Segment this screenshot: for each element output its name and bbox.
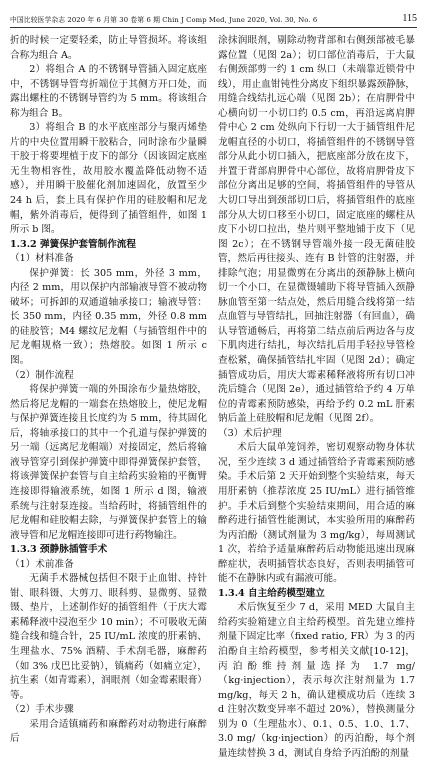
subsection-heading: （3）术后护理: [218, 427, 282, 439]
section-heading: 1.3.4 自主给药模型建立: [218, 587, 325, 599]
body-paragraph: 3）将组合 B 的水平底座部分与聚丙烯垫片的中央位置用瞬干胶粘合，同时涂布少量瞬干胶于将要埋植于皮下的部分（因该固定底座无生物相容性，故用胶水覆盖降低动物不适感），并用瞬干胶催化剂加速固化，放置至少 24 h 后，套上具有保护作用的硅胶帽和尼龙帽，紫外消毒后，便得到了插管组件，如图 1 所示 b 图。: [10, 122, 207, 236]
page-header: [10, 6, 417, 28]
right-column: [218, 34, 415, 759]
body-paragraph: 将保护弹簧一端的外围涂布少量热熔胶，然后将尼龙帽的一端套在热熔胶上，使尼龙帽与保护弹簧连接且长度约为 5 mm，待其固化后，将轴承接口的其中一个孔道与保护弹簧的另一端（远离尼龙帽端）对接固定，然后将输液导管穿引到保护弹簧中即得弹簧保护套管，将该弹簧保护套管与自主给药实验箱的平衡臂连接即得输液系统，如图 1 所示 d 图，输液系统与注射泵连接。当给药时，将插管组件的尼龙帽和硅胶帽去除，与弹簧保护套管上的输液导管和尼龙帽连接即可进行药物输注。: [10, 384, 207, 541]
page-number: 115: [402, 13, 417, 24]
body-paragraph: 涂抹润眼剂，剔除动物背部和右侧颈部被毛暴露位置（见图 2a）；切口部位消毒后，于大鼠右侧颈部剪一约 1 cm 纵口（未端靠近锁骨中线），用止血钳钝性分离皮下组织暴露颈静脉，用缝合线结扎远心端（见图 2b）；在肩胛骨中心横向切一小切口约 0.5 cm，再沿远离肩胛骨中心 2 cm 处纵向下行切一大于插管组件尼龙帽直径的小切口，将插管组件的不锈钢导管部分从此小切口插入，把底座部分放在皮下，并置于背部肩胛骨中心部位，故将肩胛骨皮下部位分离出足够的空间，将插管组件的导管从大切口导出到颈部切口后，将插管组件的底座部分从大切口移至小切口，固定底座的螺柱从皮下小切口拉出，垫片则平整地铺于皮下（见图 2c）；在不锈钢导管端外接一段无菌硅胶管，然后再往接头、连有 B 针管的注射器，并排除气泡；用显微剪在分离出的颈静脉上横向切一个小口，在显微镊辅助下将导管插入颈静脉血管至第一结点处，然后用缝合线将第一结点血管与导管结扎，回抽注射器（有回血），确认导管通畅后，再将第二结点前后两边各与皮下肌肉进行结扎，每次结扎后用手轻拉导管检查松紧，确保插管结扎牢固（见图 2d）；确定插管成功后，用庆大霉素稀释液将所有切口冲洗后缝合（见图 2e），通过插管给予约 4 万单位的青霉素预防感染，再给予约 0.2 mL 肝素钠后盖上硅胶帽和尼龙帽（见图 2f）。: [218, 35, 415, 425]
subsection-heading: （2）制作流程: [10, 369, 74, 381]
body-paragraph: 2）将组合 A 的不锈钢导管插入固定底座中，不锈钢导管弯折端位于其侧方开口处，而露出螺柱的不锈钢导管约为 5 mm。将该组合称为组合 B。: [10, 64, 207, 119]
left-column: [10, 34, 207, 745]
section-heading: 1.3.3 颈静脉插管手术: [10, 544, 108, 556]
body-paragraph: 术后大鼠单笼饲养，密切观察动物身体状况，至少连续 3 d 通过插管给予青霉素预防感染。手术后第 2 天开始到整个实验结束，每天用肝素钠（推荐浓度 25 IU/mL）进行插管维护。手术后到整个实验结束期间，用合适的麻醉药进行插管性能测试，本实验所用的麻醉药为丙泊酚（测试剂量为 3 mg/kg），每周测试 1 次，若给予适量麻醉药后动物能迅速出现麻醉症状，表明插管状态良好，否则表明插管可能不在静脉内或有漏液可能。: [218, 442, 415, 585]
body-paragraph: 术后恢复至少 7 d，采用 MED 大鼠自主给药实验箱建立自主给药模型。首先建立维持剂量下固定比率（fixed ratio, FR）为 3 的丙泊酚自主给药模型，参考相关文献[10-12]，丙泊酚维持剂量选择为 1.7 mg/（kg·injection），表示每次注射剂量为 1.7 mg/kg，每天 2 h，确认建模成功后（连续 3 d 注射次数变异率不超过 20%），替换测量分别为 0（生理盐水）、0.1、0.5、1.0、1.7、3.0 mg/（kg·injection）的丙泊酚，每个剂量连续替换 3 d，测试自身给予丙泊酚的剂量: [218, 602, 415, 759]
subsection-heading: （1）材料准备: [10, 253, 74, 265]
journal-citation: 中国比较医学杂志 2020 年 6 月第 30 卷第 6 期 Chin J Comp Med, June 2020, Vol. 30, No. 6: [10, 16, 318, 25]
body-paragraph: 折的时候一定要轻柔，防止导管损坏。将该组合称为组合 A。: [10, 35, 207, 61]
body-paragraph: 采用合适镇痛药和麻醉药对动物进行麻醉后: [10, 718, 207, 745]
body-paragraph: 无菌手术器械包括但不限于止血钳、持针钳、眼科镊、大剪刀、眼科剪、显微剪、显微镊、垫片，上述制作好的插管组件（于庆大霉素稀释液中浸泡至少 10 min）；不可吸收无菌缝合线和缝合针，25 IU/mL 浓度的肝素钠、生理盐水、75% 酒精、手术刮毛器，麻醉药（如 3% 戊巴比妥钠），镇痛药（如痛立定），抗生素（如青霉素），润眼剂（如金霉素眼膏）等。: [10, 573, 207, 701]
subsection-heading: （2）手术步骤: [10, 704, 74, 716]
section-heading: 1.3.2 弹簧保护套管制作流程: [10, 238, 136, 250]
body-paragraph: 保护弹簧：长 305 mm，外径 3 mm，内径 2 mm，用以保护内部输液导管不被动物破坏；可拆卸的双通道轴承接口；输液导管：长 350 mm，内径 0.35 mm，外径 0.8 mm 的硅胶管；M4 螺纹尼龙帽（与插管组件中的尼龙帽规格一致）；热熔胶。如图 1 所示 c 图。: [10, 267, 207, 367]
subsection-heading: （1）术前准备: [10, 558, 74, 570]
